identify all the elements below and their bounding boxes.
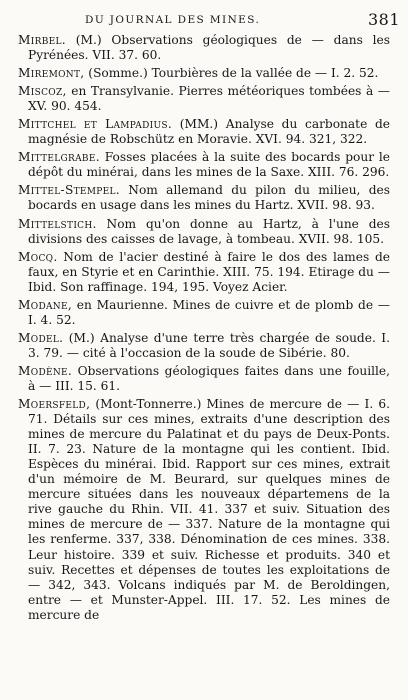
entry-headword: Model. [18, 330, 64, 345]
entry-text: en Transylvanie. Pierres météoriques tombées à — XV. 90. 454. [28, 84, 390, 114]
index-entry [18, 183, 390, 213]
entry-headword: Moersfeld, [18, 397, 91, 412]
entry-text: Nom allemand du pilon du milieu, des bocards en usage dans les mines du Hartz. XVII. 98. 93. [28, 183, 390, 213]
entry-text: Observations géologiques faites dans une fouille, à — III. 15. 61. [28, 363, 390, 393]
entry-text: (Mont-Tonnerre.) Mines de mercure de — I. 6. 71. Détails sur ces mines, extraits d'une description des mines de mercure du Palatinat et du pays de Deux-Ponts. II. 7. 23. Nature de la montagne qui les contient. Ibid. Espèces du minérai. Ibid. Rapport sur ces mines, extrait d'un mémoire de M. Beurard, sur quelques mines de mercure situées dans les nouveaux départemens de la rive gauche du Rhin. VII. 41. 337 et suiv. Situation des mines de mercure de — 337. Nature de la montagne qui les renferme. 337, 338. Dénomination de ces mines. 338. Leur histoire. 339 et suiv. Richesse et produits. 340 et suiv. Recettes et dépenses de toutes les exploitations de — 342, 343. Volcans indiqués par M. de Beroldingen, entre — et Munster-Appel. III. 17. 52. Les mines de mercure de [28, 397, 390, 622]
entry-text: Fosses placées à la suite des bocards pour le dépôt du minérai, dans les mines de la Saxe. XIII. 76. 296. [28, 150, 390, 180]
entry-text: Nom de l'acier destiné à faire le dos des lames de faux, en Styrie et en Carinthie. XIII. 75. 194. Etirage du — Ibid. Son raffinage. 194, 195. Voyez Acier. [28, 249, 390, 294]
entry-headword: Mittchel et Lampadius. [18, 117, 173, 132]
entry-text: (M.) Analyse d'une terre très chargée de soude. I. 3. 79. — cité à l'occasion de la soude de Sibérie. 80. [28, 330, 390, 360]
index-entry [18, 298, 390, 328]
index-entry [18, 217, 390, 247]
entry-text: Nom qu'on donne au Hartz, à l'une des divisions des caisses de lavage, à tombeau. XVII. 98. 105. [28, 216, 390, 246]
entry-headword: Mittelgrabe. [18, 150, 100, 165]
entry-headword: Mittel-Stempel. [18, 183, 120, 198]
entry-headword: Mocq. [18, 249, 58, 264]
entry-text: (MM.) Analyse du carbonate de magnésie de Robschütz en Moravie. XVI. 94. 321, 322. [28, 117, 391, 147]
index-entry [18, 364, 390, 394]
index-entry [18, 117, 390, 147]
page-number: 381 [367, 10, 400, 29]
entry-text: en Maurienne. Mines de cuivre et de plomb de — I. 4. 52. [28, 297, 390, 327]
entry-headword: Mittelstich. [18, 216, 97, 231]
index-entry [18, 84, 390, 114]
index-entry [18, 66, 390, 81]
entry-text: (Somme.) Tourbières de la vallée de — I. 2. 52. [84, 66, 379, 81]
index-entry [18, 33, 390, 63]
index-entry [18, 397, 390, 623]
entry-headword: Modane, [18, 297, 72, 312]
index-entry [18, 150, 390, 180]
index-entries [18, 33, 390, 626]
entry-headword: Mirbel. [18, 33, 66, 47]
index-entry [18, 250, 390, 295]
running-title: DU JOURNAL DES MINES. [85, 14, 261, 26]
entry-headword: Miremont, [18, 66, 85, 81]
entry-headword: Miscoz, [18, 84, 67, 99]
index-entry [18, 331, 390, 361]
entry-text: (M.) Observations géologiques de — dans les Pyrénées. VII. 37. 60. [28, 33, 390, 63]
entry-headword: Modène. [18, 363, 73, 378]
running-head [0, 10, 408, 32]
